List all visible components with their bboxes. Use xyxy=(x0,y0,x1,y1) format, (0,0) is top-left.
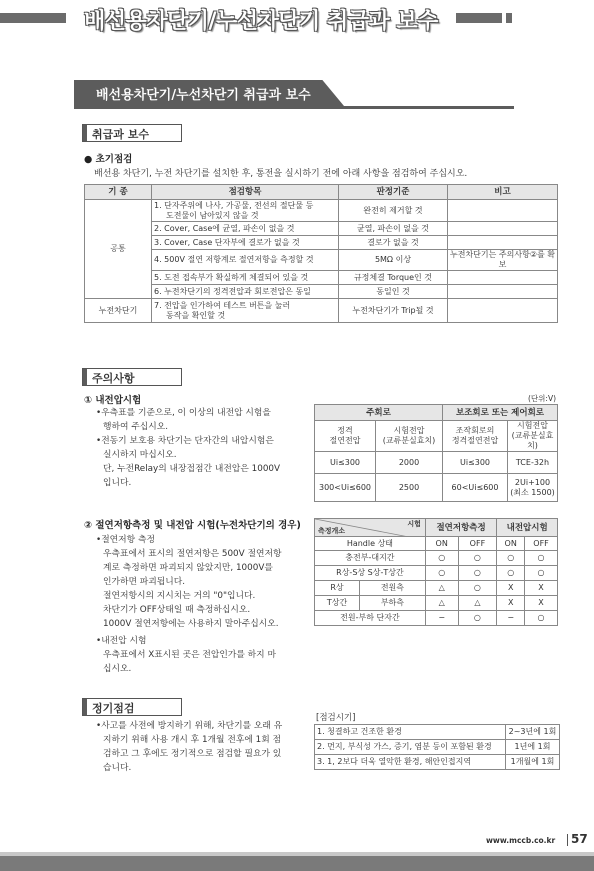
table-cell: ○ xyxy=(525,551,558,566)
table-cell: ○ xyxy=(525,611,558,626)
table-cell: OFF xyxy=(525,537,558,551)
unit-label: (단위:V) xyxy=(528,394,556,403)
table-cell: ○ xyxy=(458,551,497,566)
table-cell: 2. Cover, Case에 균열, 파손이 없을 것 xyxy=(152,222,339,236)
table-cell: 충전부-대지간 xyxy=(315,551,426,566)
table-cell: 2. 먼지, 부식성 가스, 증기, 염분 등이 포함된 환경 xyxy=(315,740,506,755)
footer-url: www.mccb.co.kr xyxy=(486,836,556,845)
table-cell: 300<Ui≤600 xyxy=(315,474,376,502)
withstand-table xyxy=(314,404,558,502)
table-cell: 2~3년에 1회 xyxy=(506,725,560,740)
table-cell: 2500 xyxy=(376,474,443,502)
table-cell: X xyxy=(497,596,525,611)
col-header: 절연저항측정 xyxy=(425,519,496,537)
col-header: 비고 xyxy=(448,185,558,200)
table-cell: 전원측 xyxy=(360,581,426,596)
table-cell: 누전차단기는 주의사항②를 확보 xyxy=(448,250,558,271)
col-header: 보조회로 또는 제어회로 xyxy=(443,405,558,421)
table-cell xyxy=(448,271,558,285)
initial-check-table xyxy=(84,184,558,323)
table-cell: △ xyxy=(425,596,458,611)
table-cell xyxy=(448,222,558,236)
periodic-heading: 정기점검 xyxy=(82,698,182,716)
col-header: 점검항목 xyxy=(152,185,339,200)
periodic-text: •사고를 사전에 방지하기 위해, 차단기를 오래 유 지하기 위해 사용 개시 후 1개월 전후에 1회 점 검하고 그 후에도 정기적으로 점검할 필요가 있 습니다. xyxy=(96,721,283,773)
table-cell xyxy=(448,200,558,222)
table-cell: 부하측 xyxy=(360,596,426,611)
table-cell: 1. 청결하고 건조한 환경 xyxy=(315,725,506,740)
initial-check-title: ● 초기점검 xyxy=(84,154,133,165)
sub-header: 정격 절연전압 xyxy=(315,421,376,452)
table-cell xyxy=(448,285,558,299)
table-cell xyxy=(448,236,558,250)
section-underline xyxy=(74,106,514,109)
table-cell: 5MΩ 이상 xyxy=(339,250,448,271)
col-header: 판정기준 xyxy=(339,185,448,200)
table-cell: 3. Cover, Case 단자부에 결로가 없을 것 xyxy=(152,236,339,250)
footer-band xyxy=(0,856,594,871)
periodic-table-title: [점검시기] xyxy=(316,713,356,723)
banner-bar-right xyxy=(456,13,502,23)
table-cell: ○ xyxy=(458,611,497,626)
sub-header: 조작회로의 정격절연전압 xyxy=(443,421,508,452)
initial-check-desc: 배선용 차단기, 누전 차단기를 설치한 후, 통전을 실시하기 전에 아래 사항을 점검하여 주십시오. xyxy=(94,169,468,179)
table-cell: 균열, 파손이 없을 것 xyxy=(339,222,448,236)
table-cell: 1. 단자주위에 나사, 가공물, 전선의 절단물 등 도전물이 남아있지 않을 것 xyxy=(152,200,339,222)
table-cell: 5. 도전 접속부가 확실하게 체결되어 있을 것 xyxy=(152,271,339,285)
table-cell: 2000 xyxy=(376,452,443,474)
table-cell: 결로가 없을 것 xyxy=(339,236,448,250)
table-cell: Ui≤300 xyxy=(443,452,508,474)
banner-bar-right-small xyxy=(506,13,512,23)
table-cell xyxy=(448,299,558,323)
group-cell: 누전차단기 xyxy=(85,299,152,323)
corner-header: 시험 측정개소 xyxy=(315,519,426,537)
table-cell: OFF xyxy=(458,537,497,551)
sub-header: 시험전압 (교류분실효치) xyxy=(376,421,443,452)
handling-heading: 취급과 보수 xyxy=(82,124,182,142)
table-cell: 1년에 1회 xyxy=(506,740,560,755)
table-cell xyxy=(508,474,558,502)
table-cell: 4. 500V 절연 저항계로 절연저항을 측정할 것 xyxy=(152,250,339,271)
table-cell: 완전히 제거할 것 xyxy=(339,200,448,222)
table-cell: 1개월에 1회 xyxy=(506,755,560,770)
banner-title: 배선용차단기/누선차단기 취급과 보수 xyxy=(84,9,438,34)
table-cell: ON xyxy=(425,537,458,551)
col-header: 기 종 xyxy=(85,185,152,200)
table-cell: 7. 전압을 인가하여 테스트 버튼을 눌러 동작을 확인할 것 xyxy=(152,299,339,323)
table-cell: Handle 상태 xyxy=(315,537,426,551)
table-cell: X xyxy=(525,581,558,596)
insulation-text: •절연저항 측정 우측표에서 표시의 절연저항은 500V 절연저항 계로 측정하면 파괴되지 않았지만, 1000V를 인가하면 파괴됩니다. 절연저항시의 지시치는 거의 "0"입니다. 차단기가 OFF상태일 때 측정하십시오. 1000V 절연저항에는 사용하지 말아주십시오. xyxy=(96,535,282,629)
table-cell: △ xyxy=(425,581,458,596)
table-cell: 동일인 것 xyxy=(339,285,448,299)
table-cell: 전원-부하 단자간 xyxy=(315,611,426,626)
insulation-title: ② 절연저항측정 및 내전압 시험(누전차단기의 경우) xyxy=(84,520,301,531)
table-cell: ○ xyxy=(425,566,458,581)
page-number: 57 xyxy=(571,832,588,846)
withstand-title: ① 내전압시험 xyxy=(84,395,142,406)
table-cell: ○ xyxy=(497,566,525,581)
table-cell: 규정체결 Torque인 것 xyxy=(339,271,448,285)
table-cell: 누전차단기가 Trip될 것 xyxy=(339,299,448,323)
table-cell: X xyxy=(497,581,525,596)
footer-divider xyxy=(567,834,568,846)
section-title: 배선용차단기/누선차단기 취급과 보수 xyxy=(96,88,311,103)
col-header: 내전압시험 xyxy=(497,519,558,537)
banner-bar-left xyxy=(0,13,66,23)
table-cell: ○ xyxy=(458,581,497,596)
table-cell: ○ xyxy=(497,551,525,566)
table-cell: 3. 1, 2보다 더욱 열악한 환경, 해안인접지역 xyxy=(315,755,506,770)
table-cell: ○ xyxy=(458,566,497,581)
table-cell-line: (최소 1500) xyxy=(510,487,555,497)
table-cell: ON xyxy=(497,537,525,551)
table-cell: X xyxy=(525,596,558,611)
col-header: 주회로 xyxy=(315,405,443,421)
table-cell: R상-S상 S상-T상간 xyxy=(315,566,426,581)
table-cell: △ xyxy=(458,596,497,611)
table-cell: − xyxy=(425,611,458,626)
insulation-table xyxy=(314,518,558,626)
table-cell: ○ xyxy=(425,551,458,566)
table-cell-line: 2Ui+100 xyxy=(514,477,551,487)
table-cell: T상간 xyxy=(315,596,360,611)
table-cell: R상 xyxy=(315,581,360,596)
group-cell: 공통 xyxy=(85,200,152,299)
sub-header: 시험전압 (교류분실효치) xyxy=(508,421,558,452)
withstand-test-text: •내전압 시험 우측표에서 X표시된 곳은 전압인가를 하지 마 십시오. xyxy=(96,636,276,674)
table-cell: 6. 누전차단기의 정격전압과 회로전압은 동일 xyxy=(152,285,339,299)
table-cell: 60<Ui≤600 xyxy=(443,474,508,502)
periodic-table xyxy=(314,724,560,770)
table-cell: ○ xyxy=(525,566,558,581)
table-cell: Ui≤300 xyxy=(315,452,376,474)
table-cell: − xyxy=(497,611,525,626)
table-cell: TCE-32h xyxy=(508,452,558,474)
cautions-heading: 주의사항 xyxy=(82,368,182,386)
withstand-text: •우측표를 기준으로, 이 이상의 내전압 시험을 행하여 주십시오. •전동기 보호용 차단기는 단자간의 내압시험은 실시하지 마십시오. 단, 누전Relay의 내장접점간 내전압은 1000V 입니다. xyxy=(96,408,281,488)
